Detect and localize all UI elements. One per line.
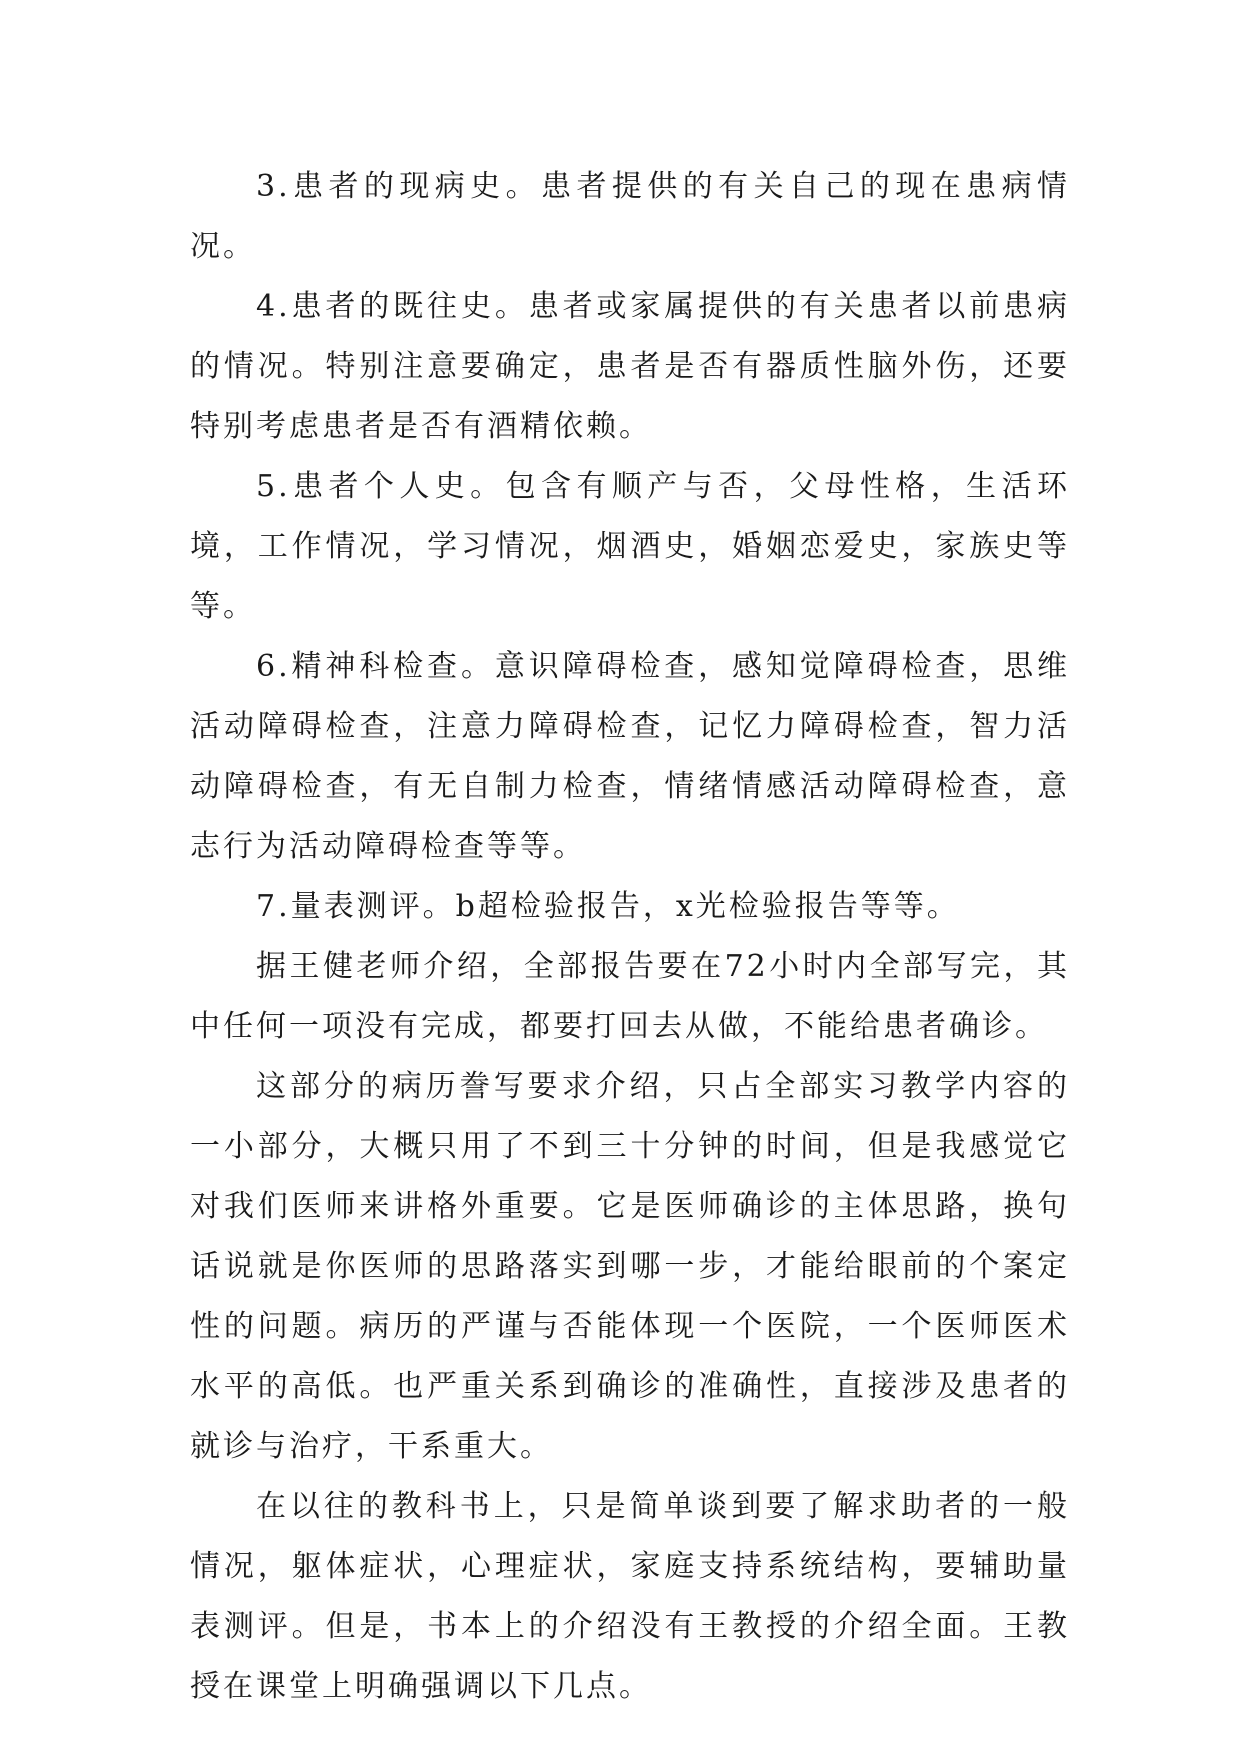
paragraph-present-illness: 3.患者的现病史。患者提供的有关自己的现在患病情况。 [190, 169, 1070, 264]
paragraph-textbook-comparison: 在以往的教科书上，只是简单谈到要了解求助者的一般情况，躯体症状，心理症状，家庭支持系统结构，要辅助量表测评。但是，书本上的介绍没有王教授的介绍全面。王教授在课堂上明确强调以下几点。 [190, 1489, 1070, 1704]
document-body [190, 157, 1070, 1717]
paragraph-personal-history: 5.患者个人史。包含有顺产与否，父母性格，生活环境，工作情况，学习情况，烟酒史，婚姻恋爱史，家族史等等。 [190, 469, 1070, 624]
paragraph-psychiatric-exam: 6.精神科检查。意识障碍检查，感知觉障碍检查，思维活动障碍检查，注意力障碍检查，记忆力障碍检查，智力活动障碍检查，有无自制力检查，情绪情感活动障碍检查，意志行为活动障碍检查等等。 [190, 649, 1070, 864]
paragraph-case-record-importance: 这部分的病历誊写要求介绍，只占全部实习教学内容的一小部分，大概只用了不到三十分钟的时间，但是我感觉它对我们医师来讲格外重要。它是医师确诊的主体思路，换句话说就是你医师的思路落实到哪一步，才能给眼前的个案定性的问题。病历的严谨与否能体现一个医院，一个医师医术水平的高低。也严重关系到确诊的准确性，直接涉及患者的就诊与治疗，干系重大。 [190, 1069, 1070, 1464]
paragraph-scale-assessment: 7.量表测评。b超检验报告，x光检验报告等等。 [256, 889, 960, 924]
paragraph-report-deadline: 据王健老师介绍，全部报告要在72小时内全部写完，其中任何一项没有完成，都要打回去从做，不能给患者确诊。 [190, 949, 1070, 1044]
paragraph-past-history: 4.患者的既往史。患者或家属提供的有关患者以前患病的情况。特别注意要确定，患者是否有器质性脑外伤，还要特别考虑患者是否有酒精依赖。 [190, 289, 1070, 444]
